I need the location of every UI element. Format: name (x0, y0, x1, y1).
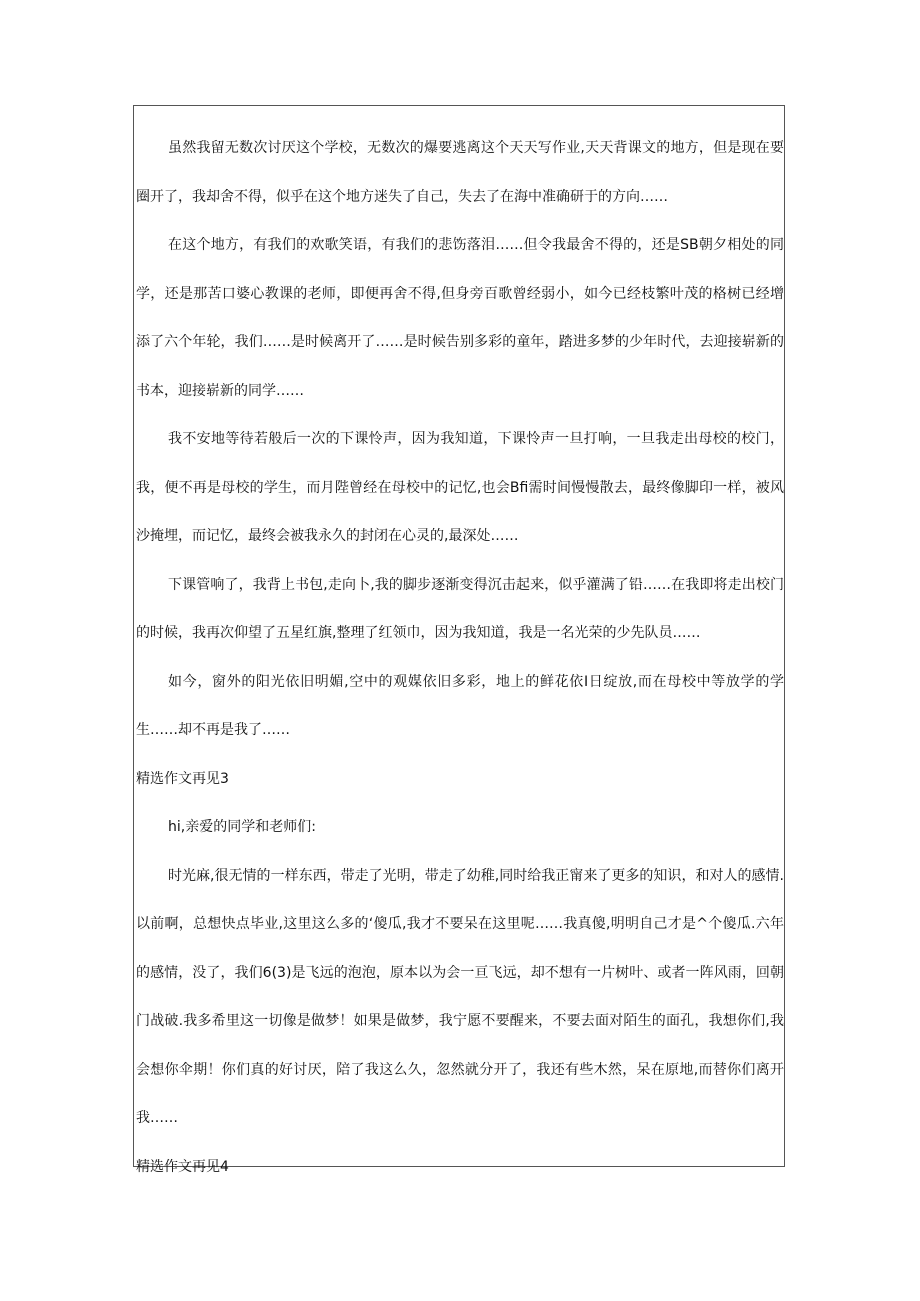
paragraph: 下课管响了，我背上书包,走向卜,我的脚步逐渐变得沉击起来，似乎灌满了铅……在我即将走出校门的时候，我再次仰望了五星红旗,整理了红领巾，因为我知道，我是一名光荣的少先队员…… (136, 576, 784, 641)
paragraph: 在这个地方，有我们的欢歌笑语，有我们的悲饬落泪……但令我最舍不得的，还是SB朝夕相处的同学，还是那苦口婆心教课的老师，即便再舍不得,但身旁百歌曾经弱小，如今已经枝繁叶茂的格树已经增添了六个年轮，我们……是时候离开了……是时候告别多彩的童年，踏进多梦的少年时代，去迎接崭新的书本，迎接崭新的同学…… (136, 237, 784, 399)
paragraph: 时光麻,很无情的一样东西，带走了光明，带走了幼稚,同时给我正甯来了更多的知识，和对人的感情.以前啊，总想快点毕业,这里这么多的‘傻瓜,我才不要呆在这里呢……我真傻,明明自己才是^个傻瓜.六年的感情，没了，我们6(3)是飞远的泡泡，原本以为会一亘飞远，却不想有一片树叶、或者一阵风雨，回朝门战破.我多希里这一切像是做梦！如果是做梦，我宁愿不要醒来，不要去面对陌生的面孔，我想你们,我会想你伞期！你们真的好讨厌，陪了我这么久，忽然就分开了，我还有些木然，呆在原地,而替你们离开我…… (136, 867, 784, 1126)
greeting-paragraph: hi,亲爱的同学和老师们: (168, 819, 316, 835)
document-page-frame (133, 105, 785, 1175)
paragraph: 如今，窗外的阳光依旧明媚,空中的观媒依旧多彩，地上的鲜花依I日绽放,而在母校中等放学的学生……却不再是我了…… (136, 673, 784, 738)
section-heading-3: 精选作文再见3 (136, 770, 229, 787)
document-body (134, 124, 786, 1191)
paragraph: 虽然我留无数次讨厌这个学校，无数次的爆要逃离这个天天写作业,天天背课文的地方，但是现在要圈开了，我却舍不得，似乎在这个地方迷失了自己，失去了在海中准确研于的方向…… (136, 140, 784, 205)
section-heading-4: 精选作文再见4 (136, 1158, 229, 1175)
paragraph: 我不安地等待若般后一次的下课怜声，因为我知道，下课怜声一旦打响，一旦我走出母校的校门，我，便不再是母校的学生，而月陛曾经在母校中的记忆,也会Bfi需时间慢慢散去，最终像脚印一样，被风沙掩埋，而记忆，最终会被我永久的封闭在心灵的,最深处…… (136, 431, 784, 544)
